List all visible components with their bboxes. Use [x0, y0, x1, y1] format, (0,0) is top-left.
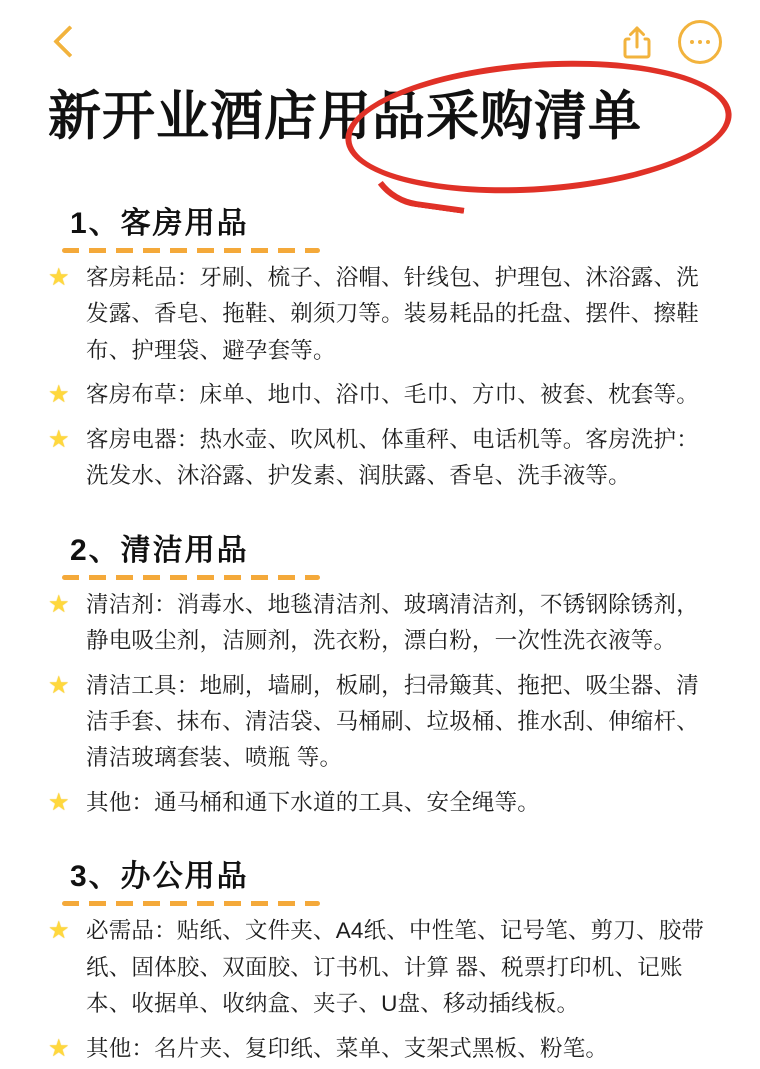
list-item-text: 清洁剂：消毒水、地毯清洁剂、玻璃清洁剂，不锈钢除锈剂，静电吸尘剂，洁厕剂，洗衣粉，漂白粉，一次性洗衣液等。	[86, 591, 699, 654]
list-item	[48, 911, 716, 1024]
section-heading-text: 1、客房用品	[70, 207, 249, 240]
star-icon: ★	[48, 590, 70, 618]
heading-underline	[62, 575, 320, 580]
toolbar-actions	[622, 20, 722, 64]
list-item-text: 客房耗品：牙刷、梳子、浴帽、针线包、护理包、沐浴露、洗发露、香皂、拖鞋、剃须刀等。装易耗品的托盘、摆件、擦鞋布、护理袋、避孕套等。	[86, 265, 699, 363]
list-item	[48, 375, 716, 415]
spacer	[48, 827, 716, 845]
section-room-supplies	[48, 198, 716, 497]
star-icon: ★	[48, 264, 70, 291]
list-item-text: 必需品：贴纸、文件夹、A4纸、中性笔、记号笔、剪刀、胶带纸、固体胶、双面胶、订书机、计算 器、税票打印机、记账本、收据单、收纳盒、夹子、U盘、移动插线板。	[86, 918, 705, 1017]
more-dots-icon[interactable]	[678, 20, 722, 64]
spacer	[48, 501, 716, 519]
section-heading	[48, 198, 255, 242]
document-body	[0, 198, 760, 1069]
list-item-text: 其他：名片夹、复印纸、菜单、支架式黑板、粉笔。	[86, 1035, 609, 1061]
list-item-text: 其他：通马桶和通下水道的工具、安全绳等。	[86, 789, 541, 815]
star-icon: ★	[48, 917, 70, 945]
star-icon: ★	[48, 381, 70, 409]
share-icon[interactable]	[622, 25, 652, 59]
top-toolbar	[0, 0, 760, 84]
section-office-supplies	[48, 851, 716, 1069]
heading-underline	[62, 901, 320, 906]
section-heading	[48, 851, 255, 895]
heading-underline	[62, 248, 320, 253]
section-heading	[48, 525, 255, 569]
page-title-area	[0, 84, 760, 192]
star-icon: ★	[48, 671, 70, 699]
star-icon: ★	[48, 425, 70, 453]
section-cleaning-supplies	[48, 525, 716, 824]
list-item-text: 清洁工具：地刷，墙刷，板刷，扫帚簸萁、拖把、吸尘器、清洁手套、抹布、清洁袋、马桶刷、垃圾桶、推水刮、伸缩杆、清洁玻璃套装、喷瓶 等。	[86, 672, 699, 771]
list-item	[48, 783, 716, 823]
chevron-left-icon[interactable]	[52, 21, 78, 63]
star-icon: ★	[48, 788, 70, 816]
list-item	[48, 258, 716, 371]
list-item	[48, 585, 716, 662]
star-icon: ★	[48, 1034, 70, 1062]
list-item	[48, 1029, 716, 1069]
list-item-text: 客房电器：热水壶、吹风机、体重秤、电话机等。客房洗护：洗发水、沐浴露、护发素、润肤露、香皂、洗手液等。	[86, 426, 699, 489]
list-item	[48, 420, 716, 497]
section-heading-text: 2、清洁用品	[70, 533, 249, 567]
list-item	[48, 666, 716, 779]
list-item-text: 客房布草：床单、地巾、浴巾、毛巾、方巾、被套、枕套等。	[86, 382, 699, 408]
page-title: 新开业酒店用品采购清单	[48, 87, 642, 146]
section-heading-text: 3、办公用品	[70, 860, 249, 894]
